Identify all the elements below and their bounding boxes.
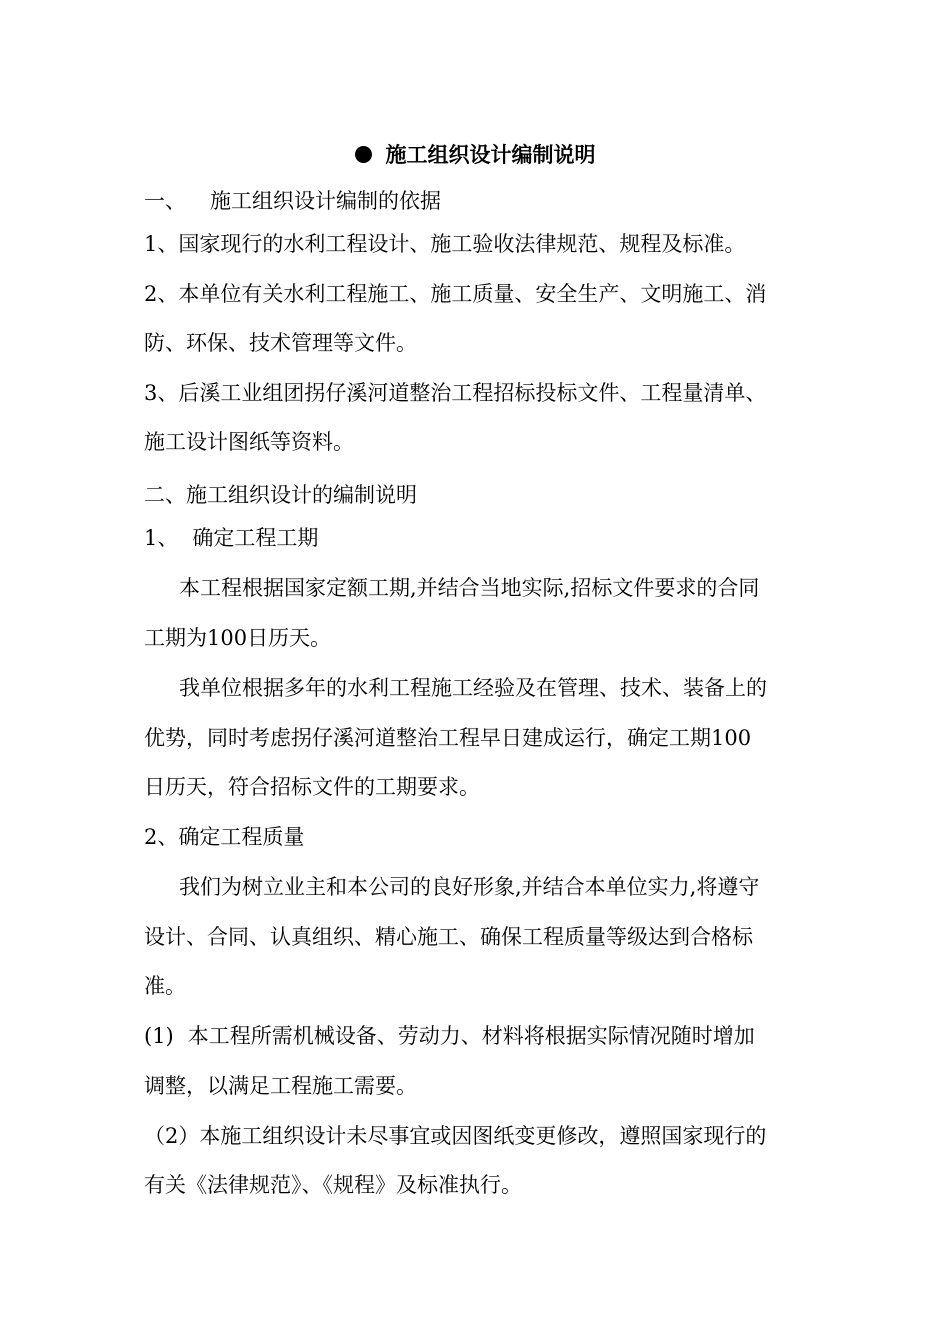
list-item: 2、本单位有关水利工程施工、施工质量、安全生产、文明施工、消: [144, 282, 767, 306]
note-item-continuation: 有关《法律规范》、《规程》及标准执行。: [144, 1173, 522, 1197]
note-text: 本工程所需机械设备、劳动力、材料将根据实际情况随时增加: [187, 1024, 755, 1048]
note-item-continuation: 调整，以满足工程施工需要。: [144, 1074, 417, 1098]
list-item: 1、国家现行的水利工程设计、施工验收法律规范、规程及标准。: [144, 232, 746, 256]
list-item: 3、后溪工业组团拐仔溪河道整治工程招标投标文件、工程量清单、: [144, 381, 767, 405]
list-item-continuation: 施工设计图纸等资料。: [144, 430, 354, 454]
paragraph-line: 优势，同时考虑拐仔溪河道整治工程早日建成运行，确定工期100: [144, 726, 752, 750]
section-heading-text: 施工组织设计编制的依据: [210, 189, 441, 213]
page-title-text: 施工组织设计编制说明: [385, 143, 596, 167]
section-number: 一、: [144, 189, 186, 213]
subsection-heading-text: 确定工程工期: [192, 526, 319, 550]
paragraph-line: 设计、合同、认真组织、精心施工、确保工程质量等级达到合格标: [144, 925, 753, 949]
page-title: [0, 138, 950, 170]
paragraph-line: 我们为树立业主和本公司的良好形象,并结合本单位实力,将遵守: [179, 875, 760, 899]
note-item: [144, 1022, 755, 1050]
bullet-icon: [355, 146, 372, 163]
list-item-continuation: 防、环保、技术管理等文件。: [144, 331, 417, 355]
section-heading: [144, 187, 441, 215]
paragraph-line: 本工程根据国家定额工期,并结合当地实际,招标文件要求的合同: [179, 576, 760, 600]
paragraph-line: 准。: [144, 974, 186, 998]
paragraph-line: 我单位根据多年的水利工程施工经验及在管理、技术、装备上的: [179, 676, 767, 700]
paragraph-line: 工期为100日历天。: [144, 626, 332, 650]
section-heading: 二、施工组织设计的编制说明: [144, 483, 417, 507]
subsection-number: 1、: [144, 526, 179, 550]
note-number: (1): [144, 1024, 174, 1048]
paragraph-line: 日历天，符合招标文件的工期要求。: [144, 775, 480, 799]
note-item: （2）本施工组织设计未尽事宜或因图纸变更修改，遵照国家现行的: [144, 1124, 767, 1148]
subsection-heading: [144, 524, 318, 552]
subsection-heading: 2、确定工程质量: [144, 825, 305, 849]
